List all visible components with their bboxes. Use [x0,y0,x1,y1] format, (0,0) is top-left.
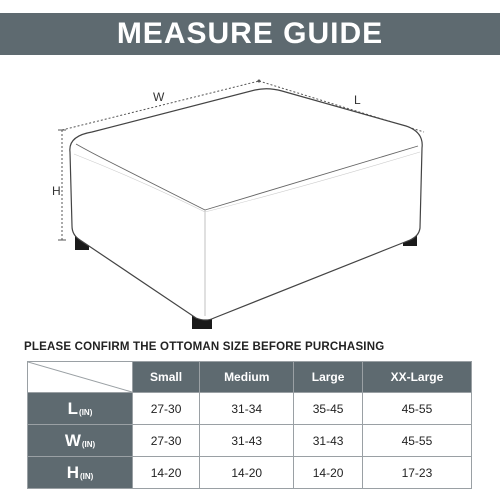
column-header-small: Small [133,362,200,393]
table-cell: 14-20 [200,457,294,489]
table-header-row [28,362,472,393]
table-cell: 14-20 [133,457,200,489]
table-row [28,425,472,457]
table-cell: 45-55 [362,393,471,425]
title-banner [0,13,500,55]
row-header-label: H [66,462,79,482]
column-header-medium: Medium [200,362,294,393]
row-header-label: W [64,430,81,450]
size-table [27,361,472,489]
diagonal-divider [28,362,132,392]
table-cell: 27-30 [133,393,200,425]
height-label: H [52,184,61,198]
ottoman-drawing [0,60,500,335]
row-header-length [28,393,133,425]
ottoman-diagram [0,60,500,335]
table-corner-cell [28,362,133,393]
row-header-unit: (IN) [79,471,94,481]
table-cell: 27-30 [133,425,200,457]
row-header-unit: (IN) [79,407,93,417]
row-header-height [28,457,133,489]
width-label: W [153,90,165,104]
row-header-width [28,425,133,457]
table-cell: 14-20 [294,457,362,489]
row-header-unit: (IN) [81,439,96,449]
table-row [28,457,472,489]
table-cell: 17-23 [362,457,471,489]
length-label: L [354,93,361,107]
table-cell: 45-55 [362,425,471,457]
row-header-label: L [67,398,79,418]
page-title: MEASURE GUIDE [116,17,384,50]
dimension-tick [258,80,261,83]
column-header-xx-large: XX-Large [362,362,471,393]
table-row [28,393,472,425]
table-cell: 31-34 [200,393,294,425]
table-cell: 35-45 [294,393,362,425]
confirm-size-notice: PLEASE CONFIRM THE OTTOMAN SIZE BEFORE PURCHASING [24,341,385,353]
table-cell: 31-43 [294,425,362,457]
table-cell: 31-43 [200,425,294,457]
ottoman-body [70,89,422,320]
column-header-large: Large [294,362,362,393]
